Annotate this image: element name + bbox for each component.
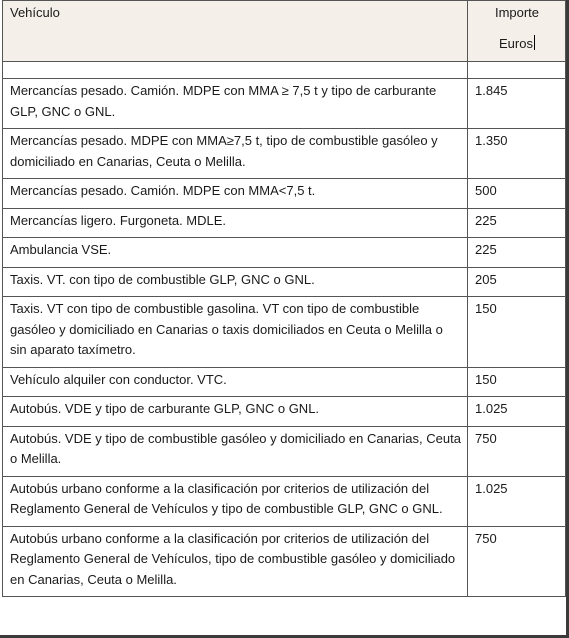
amount-cell: 225: [468, 238, 566, 268]
table-row: [3, 179, 566, 209]
table-row: [3, 397, 566, 427]
table-row: [3, 526, 566, 597]
tariff-table: [2, 0, 566, 597]
vehicle-cell: Mercancías ligero. Furgoneta. MDLE.: [3, 208, 468, 238]
table-row: [3, 208, 566, 238]
amount-header-line2: [475, 35, 559, 53]
amount-cell: 750: [468, 526, 566, 597]
text-cursor: [534, 35, 535, 50]
amount-column-header[interactable]: [468, 1, 566, 62]
vehicle-cell: Mercancías pesado. Camión. MDPE con MMA ≥ 7,5 t y tipo de carburante GLP, GNC o GNL.: [3, 79, 468, 129]
vehicle-cell: Autobús urbano conforme a la clasificación por criterios de utilización del Reglamento General de Vehículos, tipo de combustible gasóleo y domiciliado en Canarias, Ceuta o Melilla.: [3, 526, 468, 597]
amount-cell: 1.845: [468, 79, 566, 129]
amount-cell: 1.350: [468, 129, 566, 179]
amount-cell: 150: [468, 367, 566, 397]
header-gap: [3, 62, 566, 79]
vehicle-cell: Taxis. VT con tipo de combustible gasolina. VT con tipo de combustible gasóleo y domiciliado en Canarias o taxis domiciliados en Ceuta o Melilla o sin aparato taxímetro.: [3, 297, 468, 368]
vehicle-cell: Vehículo alquiler con conductor. VTC.: [3, 367, 468, 397]
amount-cell: 205: [468, 267, 566, 297]
table-row: [3, 79, 566, 129]
table-row: [3, 426, 566, 476]
amount-cell: 225: [468, 208, 566, 238]
vehicle-cell: Autobús. VDE y tipo de carburante GLP, GNC o GNL.: [3, 397, 468, 427]
vehicle-column-header: Vehículo: [3, 1, 468, 62]
table-row: [3, 476, 566, 526]
header-row: [3, 1, 566, 62]
amount-cell: 150: [468, 297, 566, 368]
amount-cell: 1.025: [468, 397, 566, 427]
amount-header-line1: Importe: [494, 5, 540, 20]
vehicle-cell: Ambulancia VSE.: [3, 238, 468, 268]
amount-cell: 1.025: [468, 476, 566, 526]
vehicle-cell: Mercancías pesado. MDPE con MMA≥7,5 t, tipo de combustible gasóleo y domiciliado en Canarias, Ceuta o Melilla.: [3, 129, 468, 179]
table-row: [3, 267, 566, 297]
table-row: [3, 367, 566, 397]
vehicle-cell: Taxis. VT. con tipo de combustible GLP, GNC o GNL.: [3, 267, 468, 297]
amount-header-line2-text: Euros: [499, 36, 533, 51]
vehicle-cell: Autobús urbano conforme a la clasificación por criterios de utilización del Reglamento General de Vehículos y tipo de combustible GLP, GNC o GNL.: [3, 476, 468, 526]
vehicle-cell: Autobús. VDE y tipo de combustible gasóleo y domiciliado en Canarias, Ceuta o Melilla.: [3, 426, 468, 476]
table-row: [3, 129, 566, 179]
table-row: [3, 297, 566, 368]
table-body: [3, 62, 566, 597]
table-row: [3, 238, 566, 268]
amount-cell: 750: [468, 426, 566, 476]
amount-cell: 500: [468, 179, 566, 209]
vehicle-cell: Mercancías pesado. Camión. MDPE con MMA<7,5 t.: [3, 179, 468, 209]
